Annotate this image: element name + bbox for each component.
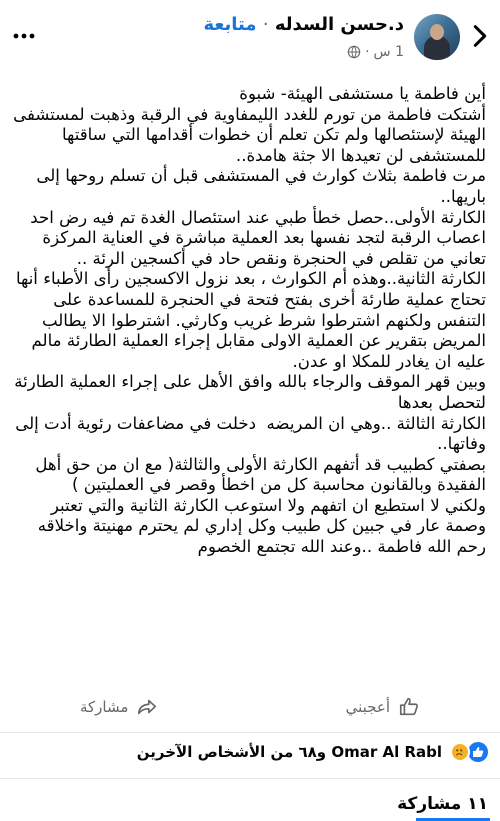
share-button[interactable] <box>80 696 158 718</box>
reactions-summary[interactable] <box>137 742 488 762</box>
globe-icon <box>347 45 361 59</box>
author-line <box>203 14 404 35</box>
sad-reaction-icon <box>450 742 470 762</box>
post-text: أين فاطمة يا مستشفى الهيئة- شبوة أشتكت فاطمة من تورم للغدد الليمفاوية في الرقبة وذهبت لمستشفى الهيئة لإستئصالها ولم تكن تعلم أن خطوات أقدامها التي ساقتها للمستشفى لن تعيدها الا جثة هامدة.. مرت فاطمة بثلاث كوارث في المستشفى قبل أن تسلم روحها إلى باريها.. الكارثة الأولى..حصل خطأ طبي عند استئصال الغدة تم فيه رض احد اعصاب الرقبة لتجد نفسها بعد العملية مباشرة في العناية المركزة تعاني من تقلص في الحنجرة ونقص حاد في أكسجين الرئة .. الكارثة الثانية..وهذه أم الكوارث ، بعد نزول الاكسجين رأى الأطباء أنها تحتاج عملية طارئة أخرى بفتح فتحة في الحنجرة للمساعدة على التنفس ولكنهم اشترطوا شرط غريب وكارثي. اشترطوا الا يطالب المريض بتقرير عن العملية الاولى مقابل إجراء العملية الطارئة مالم عليه ان يغادر للمكلا او عدن. وبين قهر الموقف والرجاء بالله وافق الأهل على إجراء العملية الطارئة لتحصل بعدها الكارثة الثالثة ..وهي ان المريضه دخلت في مضاعفات رئوية أدت إلى وفاتها.. بصفتي كطبيب قد أتفهم الكارثة الأولى والثالثة( مع ان من حق أهل الفقيدة وبالقانون محاسبة كل من اخطأ وقصر في العمليتين ) ولكني لا استطيع ان اتفهم ولا استوعب الكارثة الثانية والتي تعتبر وصمة عار في جبين كل طبيب وكل إداري لم يحترم مهنيتة واخلاقه رحم الله فاطمة ..وعند الله تجتمع الخصوم <box>13 84 486 557</box>
like-label: أعجبني <box>345 698 390 716</box>
post-time[interactable]: 1 س <box>373 44 404 60</box>
author-name[interactable]: د.حسن السدله <box>274 14 404 35</box>
shares-tab[interactable]: ١١ مشاركة <box>397 794 488 814</box>
thumbs-up-icon <box>398 696 420 718</box>
divider <box>0 732 500 733</box>
like-reaction-icon <box>468 742 488 762</box>
post-meta: 1 س · <box>347 44 404 60</box>
author-avatar[interactable] <box>414 14 460 60</box>
divider <box>0 778 500 779</box>
separator: · <box>262 14 269 35</box>
share-label: مشاركة <box>80 698 129 716</box>
more-options-icon[interactable] <box>12 26 36 46</box>
back-arrow-icon[interactable] <box>466 22 494 50</box>
reactions-text: Omar Al Rabl و٦٨ من الأشخاص الآخرين <box>136 743 442 761</box>
post-actions <box>0 690 500 730</box>
post-header <box>0 0 500 70</box>
follow-button[interactable]: متابعة <box>203 14 257 35</box>
like-button[interactable] <box>346 696 420 718</box>
share-arrow-icon <box>136 696 158 718</box>
